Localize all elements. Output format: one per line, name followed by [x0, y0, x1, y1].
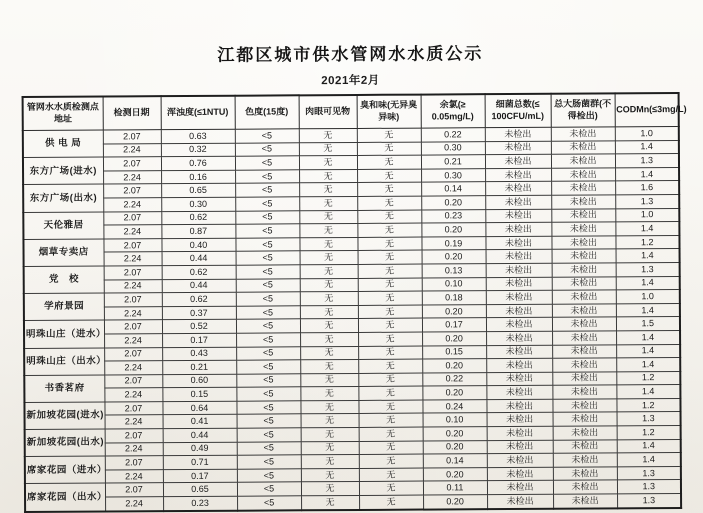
value-cell-color: <5	[237, 469, 301, 483]
value-cell-turbidity: 0.65	[161, 184, 235, 198]
value-cell-visible-matter: 无	[301, 428, 359, 442]
value-cell-coliform: 未检出	[553, 453, 617, 467]
value-cell-residual-chlorine: 0.18	[422, 291, 486, 305]
value-cell-coliform: 未检出	[551, 208, 615, 222]
value-cell-visible-matter: 无	[299, 210, 357, 224]
value-cell-odor: 无	[357, 169, 421, 183]
value-cell-turbidity: 0.65	[163, 483, 237, 497]
value-cell-visible-matter: 无	[300, 360, 358, 374]
value-cell-color: <5	[236, 373, 300, 387]
value-cell-coliform: 未检出	[551, 236, 615, 250]
value-cell-color: <5	[235, 210, 299, 224]
value-cell-coliform: 未检出	[551, 222, 615, 236]
value-cell-visible-matter: 无	[300, 400, 358, 414]
value-cell-coliform: 未检出	[553, 494, 617, 508]
value-cell-color: <5	[236, 387, 300, 401]
value-cell-residual-chlorine: 0.10	[423, 413, 487, 427]
value-cell-coliform: 未检出	[552, 358, 616, 372]
value-cell-bacteria-count: 未检出	[486, 386, 552, 400]
value-cell-turbidity: 0.87	[161, 224, 235, 238]
value-cell-coliform: 未检出	[553, 440, 617, 454]
value-cell-codmn: 1.4	[616, 303, 680, 317]
value-cell-turbidity: 0.60	[162, 374, 236, 388]
value-cell-color: <5	[236, 346, 300, 360]
page-title: 江都区城市供水管网水水质公示	[217, 44, 484, 65]
value-cell-date: 2.07	[105, 483, 163, 497]
value-cell-color: <5	[235, 238, 299, 252]
value-cell-codmn: 1.4	[616, 276, 680, 290]
value-cell-odor: 无	[357, 237, 421, 251]
value-cell-visible-matter: 无	[301, 482, 359, 496]
value-cell-visible-matter: 无	[299, 183, 357, 197]
value-cell-residual-chlorine: 0.23	[421, 209, 485, 223]
value-cell-coliform: 未检出	[551, 168, 615, 182]
value-cell-odor: 无	[358, 278, 422, 292]
column-header-codmn: CODMn(≤3mg/L)	[615, 93, 679, 127]
value-cell-residual-chlorine: 0.20	[421, 223, 485, 237]
value-cell-turbidity: 0.17	[162, 333, 236, 347]
value-cell-odor: 无	[359, 414, 423, 428]
value-cell-coliform: 未检出	[553, 480, 617, 494]
value-cell-coliform: 未检出	[553, 412, 617, 426]
value-cell-visible-matter: 无	[301, 495, 359, 509]
value-cell-codmn: 1.4	[616, 330, 680, 344]
value-cell-coliform: 未检出	[552, 331, 616, 345]
column-header-bacteria-count: 细菌总数(≤ 100CFU/mL)	[485, 94, 551, 128]
value-cell-coliform: 未检出	[553, 426, 617, 440]
table-header-row	[23, 93, 679, 131]
value-cell-date: 2.07	[105, 429, 163, 443]
value-cell-bacteria-count: 未检出	[486, 263, 552, 277]
value-cell-color: <5	[235, 170, 299, 184]
value-cell-turbidity: 0.49	[163, 442, 237, 456]
value-cell-visible-matter: 无	[299, 196, 357, 210]
value-cell-color: <5	[237, 455, 301, 469]
value-cell-residual-chlorine: 0.20	[423, 440, 487, 454]
value-cell-odor: 无	[357, 223, 421, 237]
value-cell-odor: 无	[359, 427, 423, 441]
value-cell-bacteria-count: 未检出	[487, 467, 553, 481]
value-cell-residual-chlorine: 0.11	[423, 481, 487, 495]
value-cell-turbidity: 0.64	[162, 401, 236, 415]
value-cell-color: <5	[237, 428, 301, 442]
value-cell-codmn: 1.0	[615, 126, 679, 140]
value-cell-date: 2.07	[103, 157, 161, 171]
value-cell-visible-matter: 无	[300, 387, 358, 401]
value-cell-color: <5	[236, 306, 300, 320]
column-header-date: 检测日期	[103, 96, 161, 130]
value-cell-codmn: 1.0	[615, 208, 679, 222]
value-cell-bacteria-count: 未检出	[485, 222, 551, 236]
value-cell-bacteria-count: 未检出	[486, 399, 552, 413]
value-cell-color: <5	[237, 496, 301, 510]
column-header-turbidity: 浑浊度(≤1NTU)	[161, 96, 235, 130]
value-cell-bacteria-count: 未检出	[485, 127, 551, 141]
value-cell-bacteria-count: 未检出	[485, 141, 551, 155]
value-cell-color: <5	[235, 197, 299, 211]
value-cell-odor: 无	[358, 400, 422, 414]
location-cell: 烟草专卖店	[23, 239, 103, 267]
value-cell-codmn: 1.4	[616, 385, 680, 399]
value-cell-date: 2.24	[104, 279, 162, 293]
value-cell-visible-matter: 无	[300, 319, 358, 333]
value-cell-coliform: 未检出	[551, 181, 615, 195]
location-cell: 供 电 局	[23, 130, 103, 158]
value-cell-color: <5	[237, 482, 301, 496]
value-cell-date: 2.07	[104, 266, 162, 280]
location-cell: 明珠山庄（进水）	[24, 320, 104, 348]
value-cell-turbidity: 0.32	[161, 143, 235, 157]
value-cell-codmn: 1.3	[617, 480, 681, 494]
value-cell-turbidity: 0.44	[162, 279, 236, 293]
value-cell-odor: 无	[358, 318, 422, 332]
value-cell-bacteria-count: 未检出	[485, 168, 551, 182]
value-cell-date: 2.24	[103, 143, 161, 157]
value-cell-coliform: 未检出	[552, 399, 616, 413]
column-header-color: 色度(15度)	[235, 95, 299, 129]
value-cell-turbidity: 0.30	[161, 197, 235, 211]
value-cell-color: <5	[235, 183, 299, 197]
value-cell-color: <5	[236, 319, 300, 333]
value-cell-visible-matter: 无	[300, 346, 358, 360]
value-cell-color: <5	[235, 129, 299, 143]
value-cell-turbidity: 0.15	[162, 387, 236, 401]
value-cell-odor: 无	[357, 210, 421, 224]
value-cell-coliform: 未检出	[552, 304, 616, 318]
value-cell-date: 2.07	[104, 293, 162, 307]
value-cell-visible-matter: 无	[300, 264, 358, 278]
value-cell-visible-matter: 无	[299, 169, 357, 183]
value-cell-bacteria-count: 未检出	[485, 182, 551, 196]
value-cell-bacteria-count: 未检出	[487, 413, 553, 427]
value-cell-bacteria-count: 未检出	[486, 358, 552, 372]
location-cell: 明珠山庄（出水）	[24, 348, 104, 376]
value-cell-color: <5	[236, 292, 300, 306]
value-cell-visible-matter: 无	[300, 373, 358, 387]
value-cell-codmn: 1.3	[617, 466, 681, 480]
location-cell: 新加坡花园(出水)	[25, 429, 105, 457]
value-cell-odor: 无	[357, 128, 421, 142]
location-cell: 天伦雅居	[23, 212, 103, 240]
table-row	[25, 494, 681, 512]
value-cell-turbidity: 0.41	[163, 415, 237, 429]
column-header-visible-matter: 肉眼可见物	[299, 95, 357, 129]
value-cell-color: <5	[236, 265, 300, 279]
value-cell-residual-chlorine: 0.20	[421, 196, 485, 210]
value-cell-residual-chlorine: 0.15	[422, 345, 486, 359]
value-cell-turbidity: 0.43	[162, 347, 236, 361]
value-cell-turbidity: 0.76	[161, 156, 235, 170]
value-cell-turbidity: 0.44	[162, 252, 236, 266]
value-cell-visible-matter: 无	[300, 305, 358, 319]
value-cell-odor: 无	[358, 386, 422, 400]
value-cell-odor: 无	[357, 196, 421, 210]
value-cell-date: 2.07	[105, 456, 163, 470]
value-cell-coliform: 未检出	[552, 249, 616, 263]
value-cell-bacteria-count: 未检出	[486, 318, 552, 332]
value-cell-color: <5	[235, 156, 299, 170]
value-cell-color: <5	[237, 441, 301, 455]
value-cell-date: 2.24	[104, 361, 162, 375]
value-cell-codmn: 1.3	[615, 194, 679, 208]
value-cell-turbidity: 0.62	[162, 265, 236, 279]
value-cell-residual-chlorine: 0.20	[422, 332, 486, 346]
value-cell-visible-matter: 无	[301, 414, 359, 428]
value-cell-date: 2.07	[104, 347, 162, 361]
value-cell-odor: 无	[358, 332, 422, 346]
value-cell-turbidity: 0.40	[161, 238, 235, 252]
value-cell-color: <5	[236, 278, 300, 292]
value-cell-date: 2.24	[105, 442, 163, 456]
value-cell-coliform: 未检出	[552, 290, 616, 304]
value-cell-color: <5	[235, 224, 299, 238]
value-cell-visible-matter: 无	[300, 278, 358, 292]
value-cell-bacteria-count: 未检出	[486, 290, 552, 304]
value-cell-residual-chlorine: 0.22	[421, 128, 485, 142]
value-cell-coliform: 未检出	[553, 467, 617, 481]
value-cell-odor: 无	[358, 291, 422, 305]
value-cell-residual-chlorine: 0.22	[422, 372, 486, 386]
value-cell-coliform: 未检出	[552, 385, 616, 399]
value-cell-turbidity: 0.52	[162, 320, 236, 334]
value-cell-date: 2.07	[104, 402, 162, 416]
value-cell-date: 2.24	[103, 170, 161, 184]
location-cell: 书香茗府	[24, 375, 104, 403]
value-cell-bacteria-count: 未检出	[487, 454, 553, 468]
value-cell-codmn: 1.2	[615, 235, 679, 249]
value-cell-residual-chlorine: 0.20	[423, 495, 487, 509]
value-cell-odor: 无	[359, 482, 423, 496]
value-cell-date: 2.24	[104, 334, 162, 348]
column-header-coliform: 总大肠菌群(不得检出)	[551, 93, 615, 127]
value-cell-codmn: 1.6	[615, 181, 679, 195]
value-cell-codmn: 1.3	[615, 154, 679, 168]
location-cell: 东方广场(进水)	[23, 157, 103, 185]
value-cell-bacteria-count: 未检出	[487, 494, 553, 508]
value-cell-residual-chlorine: 0.20	[422, 250, 486, 264]
value-cell-codmn: 1.4	[616, 358, 680, 372]
value-cell-residual-chlorine: 0.19	[421, 236, 485, 250]
value-cell-odor: 无	[359, 468, 423, 482]
value-cell-bacteria-count: 未检出	[487, 481, 553, 495]
value-cell-codmn: 1.2	[616, 371, 680, 385]
value-cell-visible-matter: 无	[300, 251, 358, 265]
value-cell-turbidity: 0.23	[163, 496, 237, 511]
value-cell-residual-chlorine: 0.20	[423, 427, 487, 441]
value-cell-bacteria-count: 未检出	[485, 195, 551, 209]
value-cell-odor: 无	[358, 264, 422, 278]
value-cell-odor: 无	[358, 305, 422, 319]
report-month: 2021年2月	[321, 74, 380, 88]
value-cell-visible-matter: 无	[300, 292, 358, 306]
location-cell: 席家花园（进水）	[25, 456, 105, 484]
value-cell-visible-matter: 无	[301, 468, 359, 482]
value-cell-residual-chlorine: 0.30	[421, 168, 485, 182]
value-cell-color: <5	[237, 414, 301, 428]
value-cell-date: 2.24	[104, 306, 162, 320]
value-cell-codmn: 1.3	[617, 494, 681, 508]
value-cell-coliform: 未检出	[552, 317, 616, 331]
value-cell-residual-chlorine: 0.14	[421, 182, 485, 196]
value-cell-date: 2.24	[104, 388, 162, 402]
value-cell-odor: 无	[357, 155, 421, 169]
value-cell-visible-matter: 无	[299, 128, 357, 142]
location-cell: 席家花园（出水）	[25, 483, 105, 511]
value-cell-bacteria-count: 未检出	[486, 304, 552, 318]
value-cell-odor: 无	[357, 182, 421, 196]
value-cell-color: <5	[236, 251, 300, 265]
value-cell-codmn: 1.2	[616, 398, 680, 412]
value-cell-turbidity: 0.71	[163, 455, 237, 469]
value-cell-date: 2.07	[104, 374, 162, 388]
value-cell-date: 2.07	[103, 184, 161, 198]
value-cell-residual-chlorine: 0.14	[423, 454, 487, 468]
location-cell: 新加坡花园(进水)	[24, 402, 104, 430]
value-cell-date: 2.24	[105, 415, 163, 429]
value-cell-codmn: 1.4	[615, 222, 679, 236]
value-cell-odor: 无	[357, 142, 421, 156]
value-cell-residual-chlorine: 0.20	[422, 386, 486, 400]
value-cell-residual-chlorine: 0.10	[422, 277, 486, 291]
value-cell-visible-matter: 无	[300, 332, 358, 346]
water-quality-table	[22, 92, 687, 513]
column-header-odor: 臭和味(无异臭异味)	[357, 95, 421, 129]
value-cell-turbidity: 0.44	[163, 428, 237, 442]
value-cell-codmn: 1.4	[616, 249, 680, 263]
value-cell-coliform: 未检出	[551, 127, 615, 141]
value-cell-turbidity: 0.62	[161, 211, 235, 225]
value-cell-turbidity: 0.62	[162, 292, 236, 306]
value-cell-residual-chlorine: 0.30	[421, 141, 485, 155]
value-cell-residual-chlorine: 0.20	[422, 359, 486, 373]
value-cell-odor: 无	[359, 495, 423, 509]
location-cell: 学府景园	[24, 293, 104, 321]
value-cell-residual-chlorine: 0.24	[422, 400, 486, 414]
value-cell-bacteria-count: 未检出	[485, 236, 551, 250]
column-header-location: 管网水水质检测点地址	[23, 97, 103, 131]
value-cell-coliform: 未检出	[552, 276, 616, 290]
value-cell-bacteria-count: 未检出	[487, 426, 553, 440]
value-cell-codmn: 1.4	[617, 439, 681, 453]
value-cell-codmn: 1.3	[616, 262, 680, 276]
value-cell-color: <5	[236, 333, 300, 347]
value-cell-coliform: 未检出	[551, 140, 615, 154]
value-cell-codmn: 1.5	[616, 317, 680, 331]
value-cell-turbidity: 0.37	[162, 306, 236, 320]
value-cell-codmn: 1.4	[617, 453, 681, 467]
value-cell-odor: 无	[358, 346, 422, 360]
value-cell-residual-chlorine: 0.21	[421, 155, 485, 169]
value-cell-bacteria-count: 未检出	[486, 345, 552, 359]
value-cell-codmn: 1.4	[615, 167, 679, 181]
value-cell-visible-matter: 无	[299, 156, 357, 170]
value-cell-date: 2.07	[103, 130, 161, 144]
value-cell-bacteria-count: 未检出	[486, 331, 552, 345]
value-cell-date: 2.24	[105, 497, 163, 511]
value-cell-date: 2.24	[105, 469, 163, 483]
value-cell-date: 2.24	[103, 198, 161, 212]
value-cell-coliform: 未检出	[551, 195, 615, 209]
value-cell-odor: 无	[359, 441, 423, 455]
value-cell-coliform: 未检出	[552, 372, 616, 386]
value-cell-odor: 无	[358, 373, 422, 387]
value-cell-turbidity: 0.63	[161, 129, 235, 143]
value-cell-codmn: 1.2	[617, 426, 681, 440]
value-cell-coliform: 未检出	[551, 154, 615, 168]
value-cell-bacteria-count: 未检出	[485, 154, 551, 168]
value-cell-visible-matter: 无	[299, 224, 357, 238]
location-cell: 东方广场(出水)	[23, 184, 103, 212]
location-cell: 党 校	[24, 266, 104, 294]
value-cell-visible-matter: 无	[299, 237, 357, 251]
value-cell-residual-chlorine: 0.20	[423, 468, 487, 482]
value-cell-codmn: 1.3	[617, 412, 681, 426]
value-cell-odor: 无	[358, 250, 422, 264]
value-cell-color: <5	[236, 360, 300, 374]
value-cell-residual-chlorine: 0.20	[422, 304, 486, 318]
value-cell-date: 2.24	[103, 225, 161, 239]
value-cell-color: <5	[236, 401, 300, 415]
value-cell-bacteria-count: 未检出	[486, 250, 552, 264]
value-cell-visible-matter: 无	[299, 142, 357, 156]
column-header-residual-chlorine: 余氯(≥ 0.05mg/L)	[421, 94, 485, 128]
value-cell-residual-chlorine: 0.17	[422, 318, 486, 332]
value-cell-date: 2.07	[103, 211, 161, 225]
value-cell-bacteria-count: 未检出	[486, 372, 552, 386]
value-cell-turbidity: 0.17	[163, 469, 237, 483]
value-cell-coliform: 未检出	[552, 344, 616, 358]
value-cell-visible-matter: 无	[301, 455, 359, 469]
value-cell-codmn: 1.4	[615, 140, 679, 154]
value-cell-bacteria-count: 未检出	[487, 440, 553, 454]
value-cell-turbidity: 0.21	[162, 360, 236, 374]
value-cell-coliform: 未检出	[552, 263, 616, 277]
value-cell-turbidity: 0.16	[161, 170, 235, 184]
value-cell-codmn: 1.0	[616, 290, 680, 304]
value-cell-date: 2.07	[104, 320, 162, 334]
value-cell-date: 2.07	[103, 238, 161, 252]
value-cell-residual-chlorine: 0.13	[422, 264, 486, 278]
value-cell-date: 2.24	[104, 252, 162, 266]
value-cell-bacteria-count: 未检出	[486, 277, 552, 291]
value-cell-codmn: 1.4	[616, 344, 680, 358]
value-cell-odor: 无	[358, 359, 422, 373]
value-cell-color: <5	[235, 142, 299, 156]
value-cell-visible-matter: 无	[301, 441, 359, 455]
value-cell-bacteria-count: 未检出	[485, 209, 551, 223]
value-cell-odor: 无	[359, 454, 423, 468]
